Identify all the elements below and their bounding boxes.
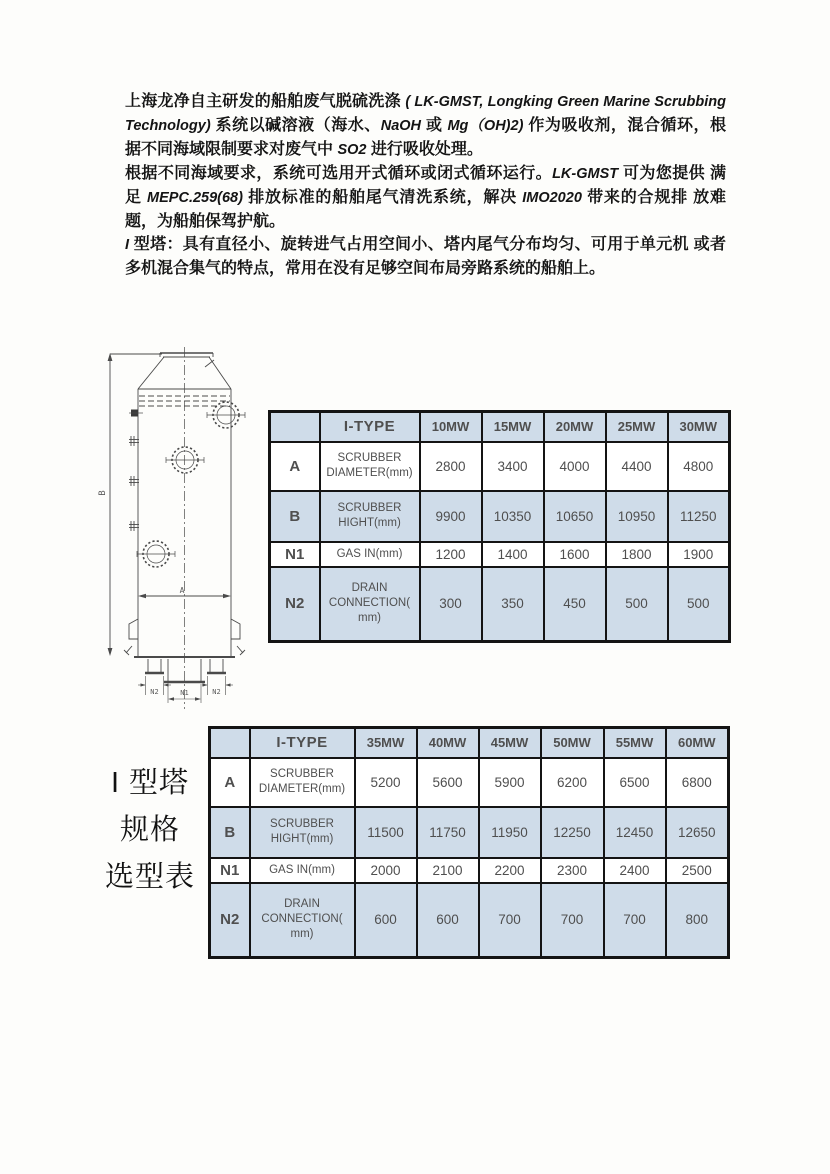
- power-header-cell: 55MW: [604, 728, 666, 758]
- value-cell: 1600: [544, 542, 606, 567]
- power-header-cell: 35MW: [355, 728, 417, 758]
- power-header-cell: 10MW: [420, 412, 482, 442]
- caption-line: 规格: [119, 814, 180, 846]
- intro-paragraph-2: [125, 162, 726, 233]
- text-segment: NaOH: [380, 118, 422, 134]
- row-label-line: SCRUBBER: [337, 502, 402, 514]
- intro-text-block: [125, 90, 726, 280]
- value-cell: 12250: [541, 807, 604, 858]
- text-segment: 上海龙净自主研发的船舶废气脱硫洗涤: [125, 93, 406, 110]
- text-segment: 可为您提供 满足: [125, 165, 726, 206]
- value-cell: 500: [668, 567, 730, 642]
- text-segment: 或: [421, 117, 448, 134]
- value-cell: 1800: [606, 542, 668, 567]
- text-segment: 排放标准的船舶尾气清洗系统，解决: [242, 189, 523, 206]
- type-header-cell: I-TYPE: [250, 728, 355, 758]
- value-cell: 9900: [420, 491, 482, 542]
- row-label-line: DIAMETER(mm): [258, 783, 346, 795]
- row-label-cell: [250, 883, 355, 958]
- row-label-cell: [320, 442, 420, 491]
- value-cell: 350: [482, 567, 544, 642]
- value-cell: 700: [541, 883, 604, 958]
- power-header-cell: 50MW: [541, 728, 604, 758]
- row-label-line: HIGHT(mm): [338, 517, 401, 529]
- value-cell: 5200: [355, 758, 417, 807]
- row-label-cell: [250, 858, 355, 883]
- value-cell: 600: [355, 883, 417, 958]
- text-segment: 系统以碱溶液（海水、: [210, 117, 381, 134]
- corner-cell: [270, 412, 320, 442]
- value-cell: 11250: [668, 491, 730, 542]
- value-cell: 4400: [606, 442, 668, 491]
- dim-label-n2-left: N2: [150, 688, 159, 696]
- value-cell: 6500: [604, 758, 666, 807]
- value-cell: 450: [544, 567, 606, 642]
- row-label-line: SCRUBBER: [337, 452, 402, 464]
- power-header-cell: 20MW: [544, 412, 606, 442]
- spec-row: [210, 883, 729, 958]
- value-cell: 300: [420, 567, 482, 642]
- row-label-line: mm): [358, 612, 381, 625]
- value-cell: 1200: [420, 542, 482, 567]
- text-segment: I: [125, 237, 130, 253]
- value-cell: 2500: [666, 858, 729, 883]
- row-label-line: DRAIN: [351, 582, 388, 595]
- text-segment: 根据不同海域要求，系统可选用开式循环或闭式循环运行。: [125, 165, 553, 182]
- value-cell: 500: [606, 567, 668, 642]
- row-label-line: mm): [290, 928, 314, 941]
- spec-row: [210, 858, 729, 883]
- text-segment: 进行吸收处理。: [366, 141, 483, 158]
- manhole-lower-left: [137, 541, 175, 567]
- row-label-line: DIAMETER(mm): [326, 467, 413, 479]
- value-cell: 11750: [417, 807, 479, 858]
- value-cell: 12650: [666, 807, 729, 858]
- value-cell: 10950: [606, 491, 668, 542]
- intro-paragraph-1: [125, 90, 726, 162]
- row-label-line: HIGHT(mm): [270, 833, 334, 845]
- row-label-line: SCRUBBER: [270, 768, 334, 780]
- dim-label-a: A: [179, 586, 185, 595]
- type-header-cell: I-TYPE: [320, 412, 420, 442]
- intro-paragraph-3: [125, 233, 726, 280]
- spec-header-row: [210, 728, 729, 758]
- text-segment: Mg（OH)2): [447, 118, 524, 134]
- value-cell: 2100: [417, 858, 479, 883]
- value-cell: 2800: [420, 442, 482, 491]
- value-cell: 700: [479, 883, 541, 958]
- dim-label-b: B: [98, 490, 108, 496]
- row-label-line: GAS IN(mm): [336, 547, 403, 560]
- spec-row: [270, 491, 730, 542]
- scrubber-tower-drawing: [98, 333, 273, 713]
- text-segment: MEPC.259(68): [147, 190, 243, 206]
- value-cell: 6200: [541, 758, 604, 807]
- caption-line: 选型表: [104, 861, 195, 893]
- row-key-cell: N2: [210, 883, 250, 958]
- row-key-cell: N2: [270, 567, 320, 642]
- value-cell: 2400: [604, 858, 666, 883]
- value-cell: 2000: [355, 858, 417, 883]
- value-cell: 3400: [482, 442, 544, 491]
- value-cell: 600: [417, 883, 479, 958]
- spec-row: [270, 442, 730, 491]
- value-cell: 6800: [666, 758, 729, 807]
- row-label-cell: [320, 567, 420, 642]
- row-key-cell: B: [210, 807, 250, 858]
- value-cell: 700: [604, 883, 666, 958]
- gas-inlet-nozzle: [164, 659, 205, 703]
- spec-row: [270, 542, 730, 567]
- text-segment: IMO2020: [522, 190, 582, 206]
- row-label-line: DRAIN: [284, 898, 320, 911]
- row-label-line: GAS IN(mm): [269, 863, 335, 876]
- value-cell: 2300: [541, 858, 604, 883]
- dimension-b: [98, 353, 162, 656]
- text-segment: 型塔：具有直径小、旋转进气占用空间小、塔内尾气分布均匀、可用于单元机 或者多机混合集气的特点，常用在没有足够空间布局旁路系统的船舶上。: [125, 236, 726, 277]
- power-header-cell: 45MW: [479, 728, 541, 758]
- value-cell: 5900: [479, 758, 541, 807]
- text-segment: 作为吸收剂，混合循环，根据不同海域限制要求对废气中: [125, 117, 726, 158]
- text-segment: LK-GMST: [552, 166, 619, 182]
- dim-label-n2-right: N2: [212, 688, 221, 696]
- corner-cell: [210, 728, 250, 758]
- text-segment: SO2: [337, 142, 367, 158]
- spec-row: [210, 807, 729, 858]
- text-segment: ( LK-GMST, Longking Green Marine Scrubbing Technology): [125, 94, 726, 134]
- manhole-middle: [166, 447, 204, 473]
- spec-row: [210, 758, 729, 807]
- power-header-cell: 15MW: [482, 412, 544, 442]
- caption-line: I 型塔: [110, 767, 190, 799]
- value-cell: 2200: [479, 858, 541, 883]
- row-label-line: CONNECTION(: [328, 597, 411, 610]
- value-cell: 5600: [417, 758, 479, 807]
- spec-table-10-30mw: [268, 410, 731, 643]
- drain-nozzle-right: [200, 659, 233, 696]
- value-cell: 1400: [482, 542, 544, 567]
- power-header-cell: 30MW: [668, 412, 730, 442]
- value-cell: 10350: [482, 491, 544, 542]
- spec-table-35-60mw: [208, 726, 730, 959]
- row-label-cell: [320, 491, 420, 542]
- spec-header-row: [270, 412, 730, 442]
- row-key-cell: A: [210, 758, 250, 807]
- row-key-cell: N1: [270, 542, 320, 567]
- row-key-cell: N1: [210, 858, 250, 883]
- drain-nozzle-left: [138, 659, 171, 696]
- dim-label-n1: N1: [180, 689, 189, 697]
- row-label-line: SCRUBBER: [270, 818, 334, 830]
- row-label-cell: [250, 758, 355, 807]
- power-header-cell: 25MW: [606, 412, 668, 442]
- power-header-cell: 60MW: [666, 728, 729, 758]
- row-label-line: CONNECTION(: [261, 913, 343, 926]
- side-nozzles: [129, 410, 143, 532]
- row-label-cell: [250, 807, 355, 858]
- value-cell: 11950: [479, 807, 541, 858]
- value-cell: 12450: [604, 807, 666, 858]
- row-key-cell: B: [270, 491, 320, 542]
- row-label-cell: [320, 542, 420, 567]
- value-cell: 1900: [668, 542, 730, 567]
- text-segment: 带来的合规排 放难题，为船舶保驾护航。: [125, 189, 726, 230]
- table-caption-vertical: [95, 760, 205, 901]
- power-header-cell: 40MW: [417, 728, 479, 758]
- row-key-cell: A: [270, 442, 320, 491]
- spec-row: [270, 567, 730, 642]
- value-cell: 11500: [355, 807, 417, 858]
- value-cell: 800: [666, 883, 729, 958]
- value-cell: 4800: [668, 442, 730, 491]
- value-cell: 4000: [544, 442, 606, 491]
- value-cell: 10650: [544, 491, 606, 542]
